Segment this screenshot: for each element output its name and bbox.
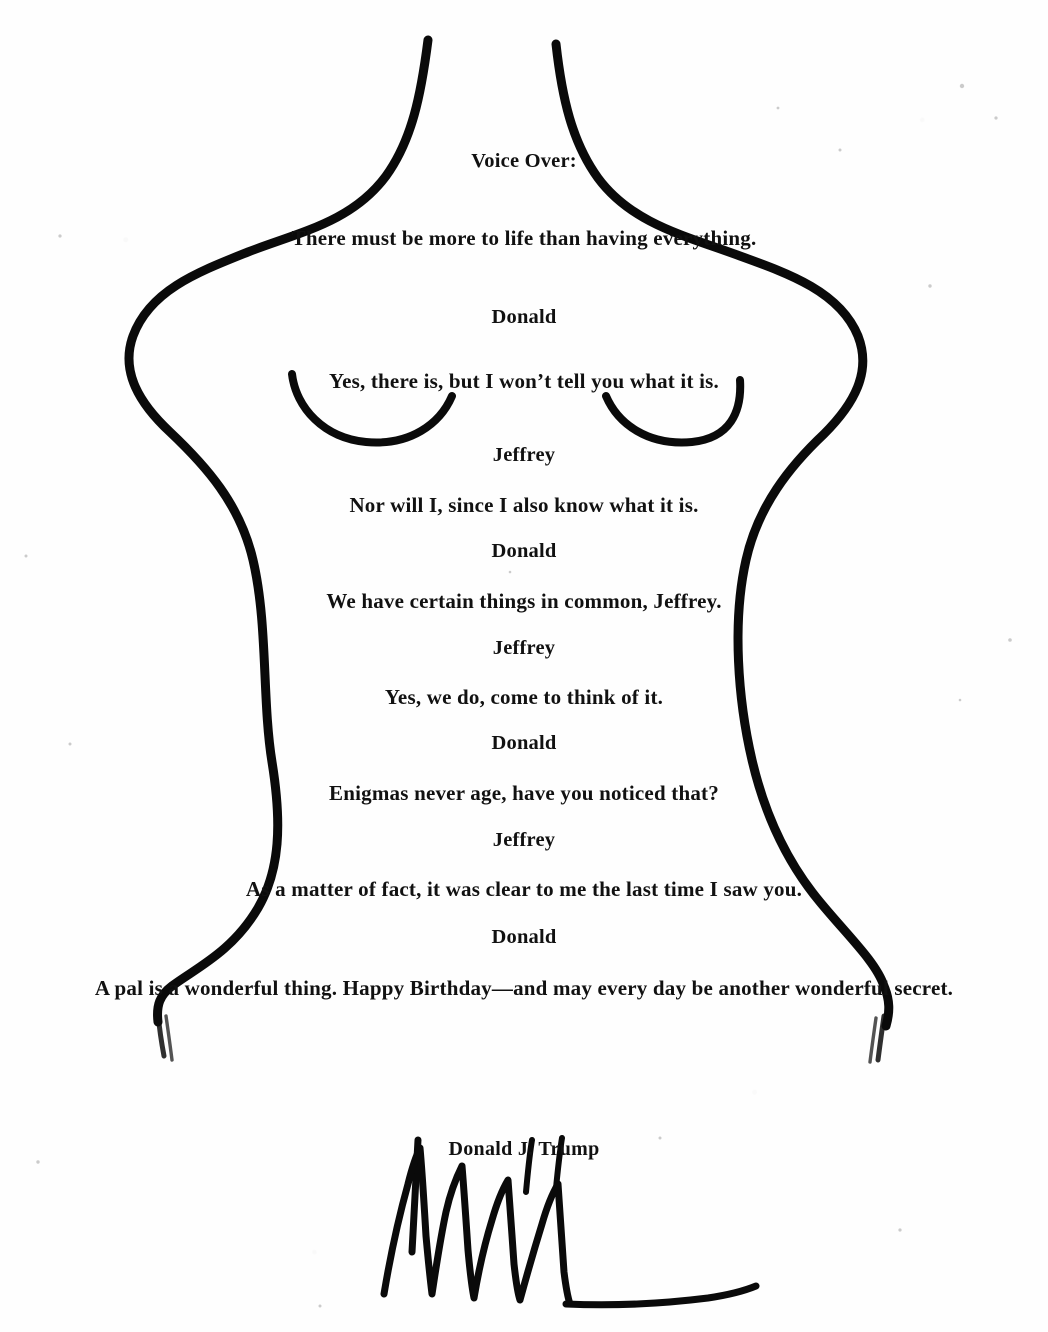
script-line-speaker: Jeffrey	[492, 444, 556, 466]
script-line-dialogue: There must be more to life than having everything.	[291, 226, 757, 250]
script-line-speaker: Donald	[491, 926, 557, 948]
signature-name: Donald J. Trump	[448, 1138, 600, 1160]
signature-block	[0, 1138, 1048, 1161]
script-line-dialogue: Nor will I, since I also know what it is.	[349, 493, 699, 517]
script-heading: Voice Over:	[471, 150, 577, 172]
script-line-speaker: Donald	[491, 732, 557, 754]
script-line-speaker: Donald	[491, 540, 557, 562]
script-line-speaker: Donald	[491, 306, 557, 328]
script-line-speaker: Jeffrey	[492, 829, 556, 851]
script-line-dialogue: Yes, we do, come to think of it.	[384, 685, 664, 709]
script-line-dialogue: As a matter of fact, it was clear to me the last time I saw you.	[245, 877, 803, 901]
script-line-dialogue: A pal is a wonderful thing. Happy Birthday—and may every day be another wonderful secret.	[94, 976, 954, 1000]
script-line-dialogue: We have certain things in common, Jeffrey.	[326, 589, 722, 613]
script-line-dialogue: Enigmas never age, have you noticed that?	[329, 781, 719, 805]
script-line-speaker: Jeffrey	[492, 637, 556, 659]
script-line-dialogue: Yes, there is, but I won’t tell you what it is.	[329, 369, 719, 393]
